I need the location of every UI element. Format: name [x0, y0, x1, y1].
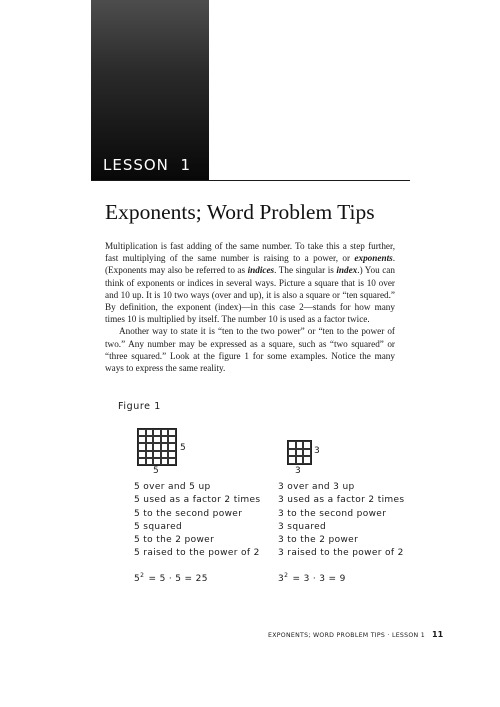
grid-cell [168, 443, 176, 450]
list-item: 3 to the 2 power [278, 535, 359, 546]
list-item: 3 raised to the power of 2 [278, 548, 404, 559]
lesson-label: LESSON 1 [103, 156, 191, 174]
grid-cell [138, 458, 146, 465]
grid-cell [153, 429, 161, 436]
running-footer: EXPONENTS; WORD PROBLEM TIPS · LESSON 1 [268, 632, 425, 639]
five-squared-list [134, 481, 260, 561]
five-squared-equation: $5^2 = 5 \cdot 5 = 25$ [134, 572, 208, 584]
body-text [105, 240, 395, 374]
grid-cell [168, 429, 176, 436]
grid-3-side-label: 3 [314, 446, 320, 456]
grid-cell [296, 441, 304, 449]
term-index: index [336, 265, 358, 276]
grid-cell [146, 443, 154, 450]
grid-cell [288, 456, 296, 464]
list-item: 3 over and 3 up [278, 482, 355, 492]
grid-5-bottom-label: 5 [153, 466, 159, 476]
list-item: 3 to the second power [278, 508, 387, 519]
grid-cell [168, 436, 176, 443]
list-item: 5 used as a factor 2 times [134, 495, 261, 506]
chapter-title: Exponents; Word Problem Tips [105, 200, 375, 224]
three-by-three-grid [287, 440, 312, 465]
grid-cell [303, 456, 311, 464]
exponent: 2 [284, 572, 289, 579]
paragraph-2: Another way to state it is “ten to the two power” or “ten to the power of two.” Any number may be expressed as a square, such as “two squared” or “three squared.” Look at the figure 1 for some examples. Notice the many ways to express the same reality. [105, 326, 395, 374]
grid-cell [138, 443, 146, 450]
grid-cell [168, 451, 176, 458]
grid-cell [153, 443, 161, 450]
list-item: 3 squared [278, 521, 327, 532]
grid-cell [303, 441, 311, 449]
list-item: 5 to the second power [134, 508, 243, 519]
grid-cell [146, 458, 154, 465]
list-item: 5 over and 5 up [134, 482, 211, 492]
page-number: 11 [432, 630, 444, 639]
grid-cell [296, 456, 304, 464]
grid-cell [146, 451, 154, 458]
grid-cell [146, 436, 154, 443]
list-item: 5 squared [134, 521, 183, 532]
grid-5-side-label: 5 [180, 443, 186, 453]
grid-cell [168, 458, 176, 465]
three-squared-list [278, 481, 404, 561]
grid-cell [138, 451, 146, 458]
list-item: 5 to the 2 power [134, 535, 215, 546]
grid-cell [303, 449, 311, 457]
exponent: 2 [140, 572, 145, 579]
grid-cell [138, 429, 146, 436]
term-indices: indices [247, 265, 275, 276]
list-item: 3 used as a factor 2 times [278, 495, 405, 506]
grid-cell [138, 436, 146, 443]
figure-label: Figure 1 [118, 401, 161, 412]
grid-cell [288, 441, 296, 449]
grid-cell [161, 451, 169, 458]
banner-rule [91, 180, 410, 181]
grid-cell [153, 436, 161, 443]
five-by-five-grid [137, 428, 177, 466]
grid-cell [288, 449, 296, 457]
grid-cell [161, 458, 169, 465]
grid-cell [161, 443, 169, 450]
grid-cell [296, 449, 304, 457]
list-item: 5 raised to the power of 2 [134, 548, 260, 559]
grid-cell [161, 429, 169, 436]
lesson-banner [91, 0, 209, 180]
grid-cell [153, 451, 161, 458]
grid-cell [161, 436, 169, 443]
grid-cell [146, 429, 154, 436]
grid-3-bottom-label: 3 [295, 466, 301, 476]
grid-cell [153, 458, 161, 465]
term-exponents: exponents [354, 253, 393, 264]
paragraph-1: Multiplication is fast adding of the same number. To take this a step further, fast multiplying of the same number is raising to a power, or exponents. (Exponents may also be referred to as indices. The singular is index.) You can think of exponents or indices in several ways. Picture a square that is 10 over and 10 up. It is 10 two ways (over and up), it is also a square or “ten squared.” By definition, the exponent (index)—in this case 2—stands for how many times 10 is multiplied by itself. The number 10 is used as a factor twice. [105, 241, 395, 325]
three-squared-equation: $3^2 = 3 \cdot 3 = 9$ [278, 572, 346, 584]
